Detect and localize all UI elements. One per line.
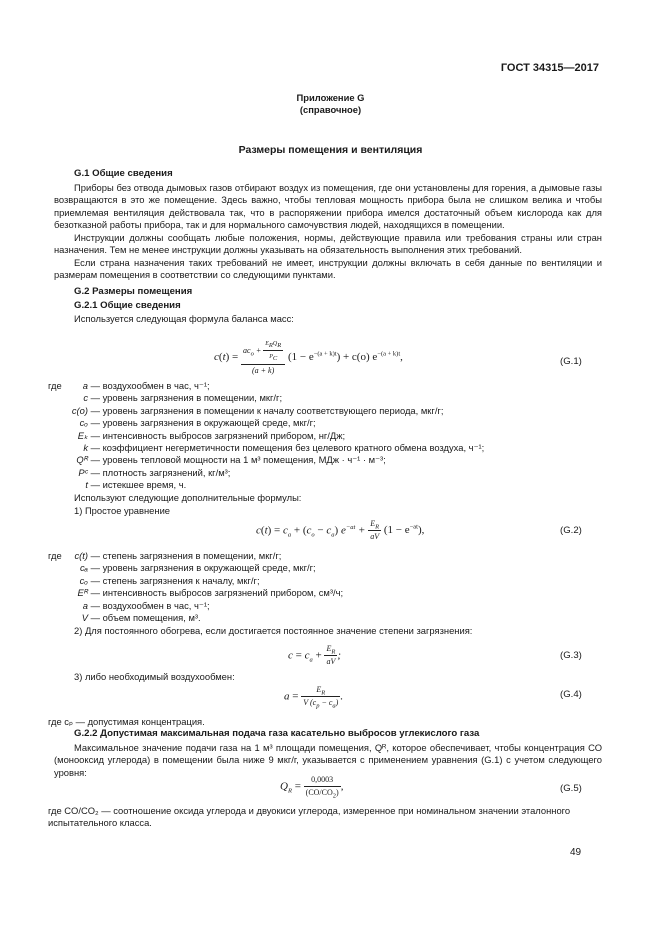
definition-symbol: cₐ — [79, 562, 88, 574]
definition-symbol: a — [82, 599, 88, 611]
definition-symbol: Qᴿ — [76, 454, 88, 466]
definition-text: — уровень загрязнения в окружающей среде, мкг/г; — [88, 417, 316, 429]
definition-text: — воздухообмен в час, ч⁻¹; — [88, 380, 210, 391]
definitions-list-1 — [48, 380, 484, 492]
definition-text: — объем помещения, м³. — [88, 611, 201, 623]
equation-g2: $c(t) = c_a + (c_o - c_a) e^{-at}$ + $\frac{E_R}{aV}$ $(1 - e^{-at})$, — [256, 519, 425, 542]
equation-g4-number: (G.4) — [560, 689, 582, 700]
definition-symbol: V — [81, 611, 88, 623]
g1-paragraph-3: Если страна назначения таких требований не имеет, инструкции должны включать в себя данные по вентиляции и размерам помещения в соответствии со следующими пунктами. — [54, 257, 602, 281]
definition-text: — степень загрязнения в помещении, мкг/г; — [88, 550, 282, 561]
definition-symbol: cₒ — [79, 417, 88, 429]
equation-g5: $Q_R$ = $\frac{0,0003}{(CO/CO_2)}$ , — [280, 775, 344, 800]
equation-g5-numerator: 0,0003 — [304, 774, 341, 787]
definition-text: — воздухообмен в час, ч⁻¹; — [88, 599, 210, 611]
equation-g2-number: (G.2) — [560, 525, 582, 536]
definition-row — [48, 575, 343, 587]
constant-heating-label: 2) Для постоянного обогрева, если достигается постоянное значение степени загрязнения: — [74, 625, 473, 636]
definition-row — [48, 392, 484, 404]
definition-row — [48, 430, 484, 442]
appendix-subtitle: (справочное) — [299, 104, 362, 115]
definition-row — [48, 587, 343, 599]
g1-heading: G.1 Общие сведения — [74, 168, 173, 179]
air-exchange-label: 3) либо необходимый воздухообмен: — [74, 671, 235, 682]
definition-prefix: где — [48, 380, 62, 391]
main-title: Размеры помещения и вентиляция — [238, 144, 423, 156]
g2-heading: G.2 Размеры помещения — [74, 286, 193, 297]
definitions-list-2 — [48, 550, 343, 624]
definition-symbol: k — [83, 441, 88, 453]
g21-heading: G.2.1 Общие сведения — [74, 300, 181, 311]
definition-row — [48, 380, 484, 392]
definition-symbol: a — [82, 380, 88, 391]
definition-symbol: Pᶜ — [78, 466, 88, 478]
definition-symbol: Eₖ — [77, 429, 88, 441]
definition-symbol: c(t) — [74, 550, 88, 561]
definition-row — [48, 405, 484, 417]
definition-symbol: cₒ — [79, 574, 88, 586]
definition-symbol: Eᴿ — [77, 587, 88, 599]
definition-text: — коэффициент негерметичности помещения без целевого кратного обмена воздуха, ч⁻¹; — [88, 441, 485, 453]
definition-prefix: где — [48, 550, 62, 561]
definition-text: — уровень загрязнения в помещении, мкг/г; — [88, 392, 283, 404]
g22-paragraph: Максимальное значение подачи газа на 1 м³ площади помещения, Qᴿ, которое обеспечивает, чтобы концентрация СО (монооксид углерода) в помещении была ниже 9 мкг/г, указывается с применением уравнения (G.1) с учетом следующего уровня: — [54, 742, 602, 778]
definition-row — [48, 467, 484, 479]
definition-row — [48, 562, 343, 574]
co-definition: где CO/CO₂ — соотношение оксида углерода и двуокиси углерода, измеренное при номинальном значении эталонного испытательного класса. — [48, 805, 571, 829]
g1-paragraph-1: Приборы без отвода дымовых газов отбирают воздух из помещения, где они установлены для горения, а дымовые газы возвращаются в это же помещение. Здесь важно, чтобы тепловая мощность прибора была не слишком велика и чтобы приемлемая вентиляция действовала так, что в распоряжении прибора имелся достаточный объем кислорода как для безотказной работы прибора, так и для нормального самочувствия людей, находящихся в помещении. — [54, 182, 602, 231]
definition-row — [48, 550, 343, 562]
g22-heading: G.2.2 Допустимая максимальная подача газа касательно выбросов углекислого газа — [74, 728, 480, 739]
definition-text: — уровень загрязнения в окружающей среде, мкг/г; — [88, 562, 316, 574]
definition-symbol: c(o) — [71, 404, 88, 416]
equation-g3-number: (G.3) — [560, 650, 582, 661]
definition-row — [48, 442, 484, 454]
definition-symbol: c — [83, 392, 88, 404]
cp-definition: где cₚ — допустимая концентрация. — [48, 716, 205, 727]
appendix-title: Приложение G — [296, 92, 365, 103]
definition-row — [48, 417, 484, 429]
document-header: ГОСТ 34315—2017 — [500, 62, 599, 74]
definition-text: — уровень тепловой мощности на 1 м³ помещения, МДж · ч⁻¹ · м⁻³; — [88, 454, 386, 466]
simple-equation-label: 1) Простое уравнение — [74, 505, 171, 516]
definition-row — [48, 479, 484, 491]
definition-row — [48, 612, 343, 624]
equation-g5-number: (G.5) — [560, 783, 582, 794]
definition-text: — интенсивность выбросов загрязнений прибором, нг/Дж; — [88, 429, 346, 441]
equation-g4: a = $\frac{E_R}{V (c_p - c_a)}$ . — [284, 685, 344, 710]
equation-g1-number: (G.1) — [560, 356, 582, 367]
definition-row — [48, 600, 343, 612]
definition-text: — уровень загрязнения в помещении к началу соответствующего периода, мкг/г; — [88, 404, 444, 416]
definition-text: — степень загрязнения к началу, мкг/г; — [88, 574, 260, 586]
definition-text: — плотность загрязнений, кг/м³; — [88, 466, 231, 478]
extra-formulas-intro: Используют следующие дополнительные формулы: — [74, 492, 302, 503]
g21-intro: Используется следующая формула баланса масс: — [74, 313, 294, 324]
definition-text: — истекшее время, ч. — [88, 479, 187, 491]
definition-text: — интенсивность выбросов загрязнений прибором, см³/ч; — [88, 587, 344, 599]
definition-symbol: t — [85, 479, 88, 491]
definition-row — [48, 454, 484, 466]
page-number: 49 — [570, 847, 582, 858]
equation-g3: $c = c_a$ + $\frac{E_R}{aV}$ ; — [288, 644, 342, 667]
g1-paragraph-2: Инструкции должны сообщать любые положения, нормы, действующие правила или требования страны или стран назначения. Тем не менее инструкции должны указывать на обязательность выполнения этих требований. — [54, 232, 602, 256]
equation-g1: c(t) = $ac_o$ + $\frac{E_RQ_R}{P_C}$ (a + k) $(1 - e^{-(a + k)t}) + c(o)$ $e^{-(a + k)t}$, — [214, 338, 403, 377]
